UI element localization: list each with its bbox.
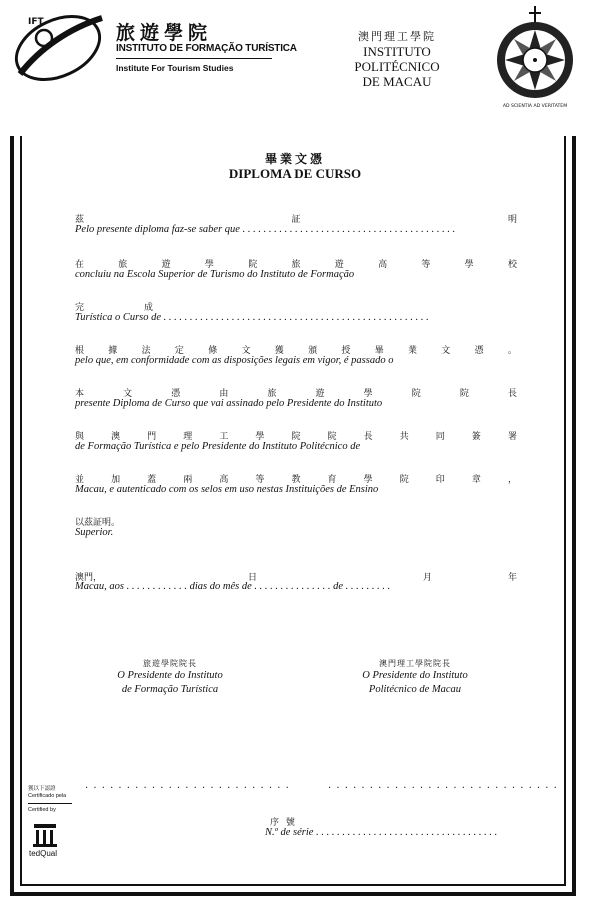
ipm-name-cn: 澳門理工學院 — [358, 31, 436, 43]
body-char-cn: 憑 — [171, 389, 181, 399]
signature-ipm-title-cn: 澳門理工學院院長 — [379, 659, 451, 668]
date-cn-month: 月 — [422, 573, 432, 583]
body-char-cn: 院 — [411, 389, 421, 399]
body-line-pt: Superior. — [75, 527, 114, 538]
body-char-cn: 成 — [144, 303, 154, 313]
body-char-cn: 門 — [147, 432, 157, 442]
body-char-cn: 定 — [174, 346, 184, 356]
tedqual-logo — [28, 822, 62, 862]
body-char-cn: 同 — [435, 432, 445, 442]
tedqual-logo-text: tedQual — [29, 849, 58, 858]
body-char-cn: 法 — [141, 346, 151, 356]
ipm-seal-emblem — [490, 4, 580, 112]
body-char-cn: 明 — [507, 215, 517, 225]
ipm-name-pt-line2: DE MACAU — [362, 74, 432, 89]
body-char-cn: 印 — [435, 475, 445, 485]
certification-label-en: Certified by — [28, 807, 56, 813]
body-char-cn: 遊 — [161, 260, 171, 270]
body-char-cn: 旅 — [291, 260, 301, 270]
body-char-cn: 畢 — [374, 346, 384, 356]
body-char-cn: 院 — [327, 432, 337, 442]
body-char-cn: 文 — [441, 346, 451, 356]
serial-number-label-cn: 序 號 — [270, 818, 297, 828]
body-char-cn: 署 — [507, 432, 517, 442]
diploma-border-inner — [20, 136, 566, 886]
body-char-cn: 旅 — [267, 389, 277, 399]
serial-number-label-pt: N.º de série . . . . . . . . . . . . . . . . . . . . . . . . . . . . . . . . . . . — [265, 827, 498, 838]
body-line-pt: pelo que, em conformidade com as disposições legais em vigor, é passado o — [75, 355, 394, 366]
body-line-pt: Turística o Curso de . . . . . . . . . . . . . . . . . . . . . . . . . . . . . . . . . . . . . . . . . . . . . . . . . . . — [75, 312, 429, 323]
body-line-pt: Pelo presente diploma faz-se saber que . . . . . . . . . . . . . . . . . . . . . . . . . . . . . . . . . . . . . . . . . — [75, 224, 456, 235]
body-char-cn: 學 — [363, 389, 373, 399]
signature-ipm-president — [330, 658, 500, 697]
body-char-cn: 院 — [459, 389, 469, 399]
body-char-cn: 蓋 — [147, 475, 157, 485]
body-char-cn: 並 — [75, 475, 85, 485]
body-char-cn: 條 — [208, 346, 218, 356]
body-char-cn: 高 — [219, 475, 229, 485]
body-char-cn: 頒 — [308, 346, 318, 356]
body-char-cn: 簽 — [471, 432, 481, 442]
body-char-cn: 學 — [464, 260, 474, 270]
body-line-pt: concluiu na Escola Superior de Turismo do Instituto de Formação — [75, 269, 355, 280]
body-char-cn: 等 — [255, 475, 265, 485]
body-char-cn: 長 — [507, 389, 517, 399]
date-cn-day: 日 — [247, 573, 257, 583]
date-line-pt: Macau, aos . . . . . . . . . . . . dias do mês de . . . . . . . . . . . . . . . de . . . . . . . . . — [75, 581, 391, 592]
body-char-cn: 章 — [471, 475, 481, 485]
body-char-cn: 長 — [363, 432, 373, 442]
signature-ift-title-cn: 旅遊學院院長 — [143, 659, 197, 668]
body-char-cn: 完 — [75, 303, 85, 313]
diploma-title-pt: DIPLOMA DE CURSO — [228, 166, 362, 181]
body-char-cn: 高 — [378, 260, 388, 270]
body-char-cn: 學 — [255, 432, 265, 442]
certification-block — [28, 786, 72, 814]
ift-logo — [10, 8, 110, 84]
body-char-cn: 証 — [291, 215, 301, 225]
diploma-title-cn: 畢業文憑 — [264, 152, 325, 166]
ipm-name-pt-line1: INSTITUTO POLITÉCNICO — [354, 44, 440, 74]
body-char-cn: 憑 — [474, 346, 484, 356]
header-divider — [116, 58, 272, 59]
date-cn-macau: 澳門， — [75, 573, 103, 583]
body-char-cn: 本 — [75, 389, 85, 399]
body-line-pt: Macau, e autenticado com os selos em uso nestas Instituições de Ensino — [75, 484, 379, 495]
body-char-cn: 教 — [291, 475, 301, 485]
body-line-pt: presente Diploma de Curso que vai assinado pelo Presidente do Instituto — [75, 398, 383, 409]
signature-ipm-line1: O Presidente do Instituto — [362, 670, 468, 681]
body-char-cn: 院 — [291, 432, 301, 442]
body-char-cn: 澳 — [111, 432, 121, 442]
body-char-cn: 遊 — [334, 260, 344, 270]
signature-ift-line2: de Formação Turística — [121, 684, 219, 695]
ift-name-pt: INSTITUTO DE FORMAÇÃO TURÍSTICA — [116, 43, 297, 54]
body-char-cn: 據 — [108, 346, 118, 356]
body-char-cn: 育 — [327, 475, 337, 485]
body-char-cn: ， — [507, 475, 517, 485]
body-char-cn: 加 — [111, 475, 121, 485]
body-char-cn: 工 — [219, 432, 229, 442]
signature-line-ipm: . . . . . . . . . . . . . . . . . . . . . . . . . . . . — [328, 780, 558, 791]
body-char-cn: 以茲証明。 — [75, 518, 121, 528]
body-char-cn: 共 — [399, 432, 409, 442]
signature-ift-line1: O Presidente do Instituto — [117, 670, 223, 681]
body-line-pt: de Formação Turística e pelo Presidente do Instituto Politécnico de — [75, 441, 361, 452]
body-char-cn: 遊 — [315, 389, 325, 399]
body-char-cn: 根 — [75, 346, 85, 356]
body-char-cn: 。 — [507, 346, 517, 356]
certification-label-cn: 獲以下認證 — [28, 786, 56, 792]
ipm-name — [322, 28, 472, 89]
body-char-cn: 旅 — [118, 260, 128, 270]
body-char-cn: 文 — [241, 346, 251, 356]
body-char-cn: 兩 — [183, 475, 193, 485]
body-char-cn: 院 — [399, 475, 409, 485]
ift-name-en: Institute For Tourism Studies — [116, 63, 234, 73]
signature-ift-president — [85, 658, 255, 697]
body-char-cn: 與 — [75, 432, 85, 442]
ift-name-cn: 旅遊學院 — [116, 22, 213, 44]
certification-label-pt: Certificado pela — [28, 793, 67, 799]
body-char-cn: 獲 — [274, 346, 284, 356]
body-char-cn: 茲 — [75, 215, 85, 225]
ift-logo-text: IFT — [28, 17, 44, 27]
date-cn-year: 年 — [507, 573, 517, 583]
body-char-cn: 學 — [363, 475, 373, 485]
signature-line-ift: . . . . . . . . . . . . . . . . . . . . . . . . . — [85, 780, 290, 791]
ipm-seal-motto: AD SCIENTIA AD VERITATEM — [502, 104, 568, 109]
body-char-cn: 學 — [204, 260, 214, 270]
body-char-cn: 理 — [183, 432, 193, 442]
body-char-cn: 授 — [341, 346, 351, 356]
body-char-cn: 業 — [407, 346, 417, 356]
body-char-cn: 文 — [123, 389, 133, 399]
body-char-cn: 院 — [248, 260, 258, 270]
body-char-cn: 由 — [219, 389, 229, 399]
certification-divider — [28, 803, 72, 804]
body-char-cn: 校 — [507, 260, 517, 270]
body-char-cn: 在 — [75, 260, 85, 270]
signature-ipm-line2: Politécnico de Macau — [368, 684, 462, 695]
body-char-cn: 等 — [421, 260, 431, 270]
